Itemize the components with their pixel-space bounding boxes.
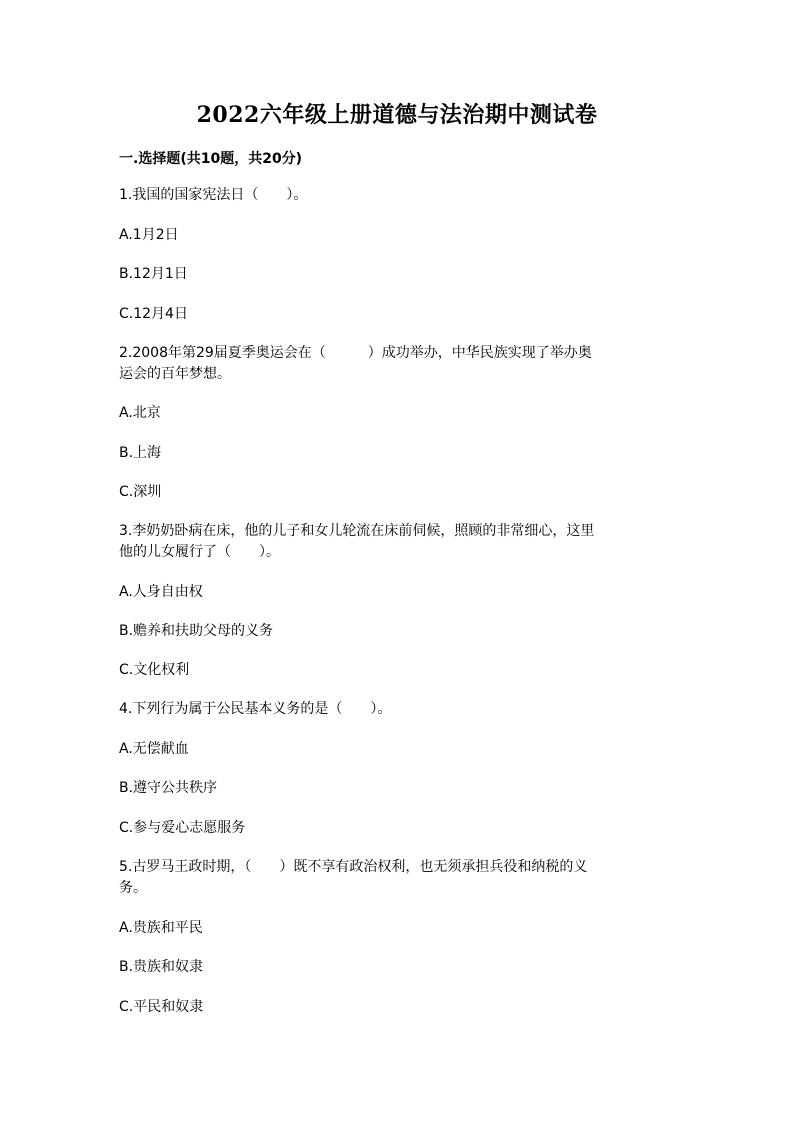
- page-title: 2022六年级上册道德与法治期中测试卷: [196, 102, 598, 128]
- question-5-option-b: B.贵族和奴隶: [119, 959, 204, 975]
- question-2-option-b: B.上海: [119, 445, 162, 461]
- question-3-stem-line-1: 3.李奶奶卧病在床，他的儿子和女儿轮流在床前伺候，照顾的非常细心，这里: [119, 523, 595, 539]
- question-1-stem: 1.我国的国家宪法日（ ）。: [119, 187, 308, 203]
- question-2-stem-line-1: 2.2008年第29届夏季奥运会在（ ）成功举办，中华民族实现了举办奥: [119, 345, 592, 361]
- question-2-option-c: C.深圳: [119, 484, 162, 500]
- question-1-option-c: C.12月4日: [119, 306, 188, 322]
- question-2-stem-line-2: 运会的百年梦想。: [119, 366, 231, 382]
- question-2-option-a: A.北京: [119, 405, 161, 421]
- question-5-stem-line-2: 务。: [119, 880, 147, 896]
- question-4-option-a: A.无偿献血: [119, 741, 189, 757]
- question-3-stem-line-2: 他的儿女履行了（ ）。: [119, 544, 280, 560]
- question-5-option-c: C.平民和奴隶: [119, 999, 204, 1015]
- question-1-option-b: B.12月1日: [119, 266, 188, 282]
- question-4-option-c: C.参与爱心志愿服务: [119, 820, 246, 836]
- question-4-stem: 4.下列行为属于公民基本义务的是（ ）。: [119, 701, 392, 717]
- section-heading: 一.选择题(共10题，共20分): [119, 151, 303, 167]
- question-4-option-b: B.遵守公共秩序: [119, 780, 218, 796]
- question-1-option-a: A.1月2日: [119, 227, 179, 243]
- question-5-stem-line-1: 5.古罗马王政时期，（ ）既不享有政治权利，也无须承担兵役和纳税的义: [119, 859, 588, 875]
- question-3-option-a: A.人身自由权: [119, 584, 203, 600]
- question-3-option-b: B.赡养和扶助父母的义务: [119, 623, 274, 639]
- question-5-option-a: A.贵族和平民: [119, 920, 203, 936]
- question-3-option-c: C.文化权利: [119, 662, 190, 678]
